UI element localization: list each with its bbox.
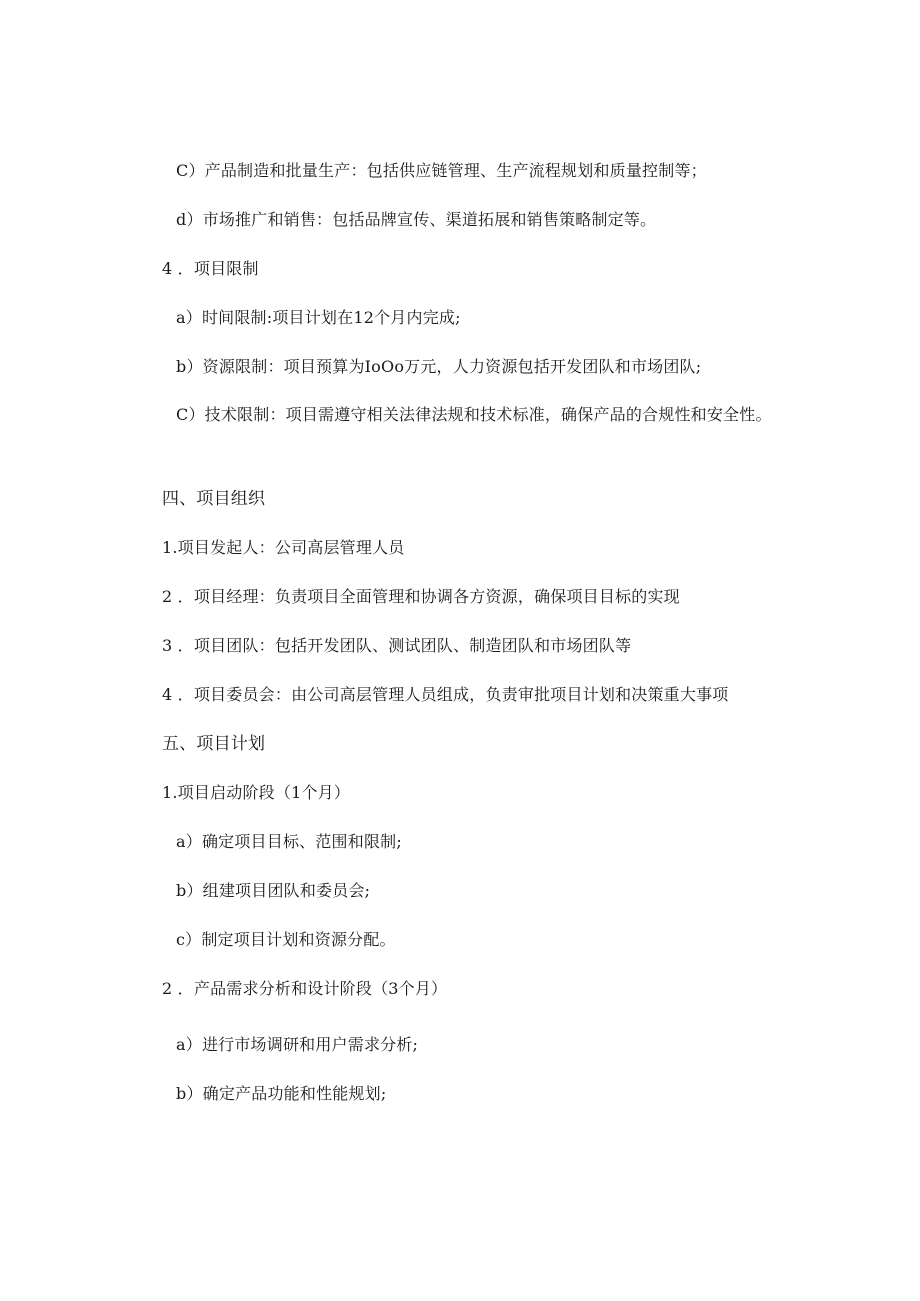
plan-phase-1-title: 1.项目启动阶段（1个月） xyxy=(162,783,351,802)
plan-phase-1-item-a: a）确定项目目标、范围和限制; xyxy=(176,832,402,851)
organization-item-3: 3 ．项目团队：包括开发团队、测试团队、制造团队和市场团队等 xyxy=(162,636,632,655)
limits-title: 4 ．项目限制 xyxy=(162,259,259,278)
plan-phase-2-item-b: b）确定产品功能和性能规划; xyxy=(176,1084,387,1103)
organization-item-1: 1.项目发起人：公司高层管理人员 xyxy=(162,538,405,557)
organization-item-4: 4 ．项目委员会：由公司高层管理人员组成，负责审批项目计划和决策重大事项 xyxy=(162,685,729,704)
limits-item-b: b）资源限制：项目预算为IoOo万元，人力资源包括开发团队和市场团队; xyxy=(176,357,702,376)
plan-phase-1-item-c: c）制定项目计划和资源分配。 xyxy=(176,930,396,949)
scope-item-c: C）产品制造和批量生产：包括供应链管理、生产流程规划和质量控制等； xyxy=(176,161,707,180)
organization-heading: 四、项目组织 xyxy=(162,489,266,509)
limits-item-a: a）时间限制:项目计划在12个月内完成; xyxy=(176,308,461,327)
plan-phase-2-item-a: a）进行市场调研和用户需求分析; xyxy=(176,1035,419,1054)
scope-item-d: d）市场推广和销售：包括品牌宣传、渠道拓展和销售策略制定等。 xyxy=(176,210,657,229)
plan-phase-2-title: 2 ．产品需求分析和设计阶段（3个月） xyxy=(162,979,448,998)
plan-phase-1-item-b: b）组建项目团队和委员会; xyxy=(176,881,371,900)
limits-item-c: C）技术限制：项目需遵守相关法律法规和技术标准，确保产品的合规性和安全性。 xyxy=(176,405,772,424)
plan-heading: 五、项目计划 xyxy=(162,734,266,754)
organization-item-2: 2 ．项目经理：负责项目全面管理和协调各方资源，确保项目目标的实现 xyxy=(162,587,680,606)
